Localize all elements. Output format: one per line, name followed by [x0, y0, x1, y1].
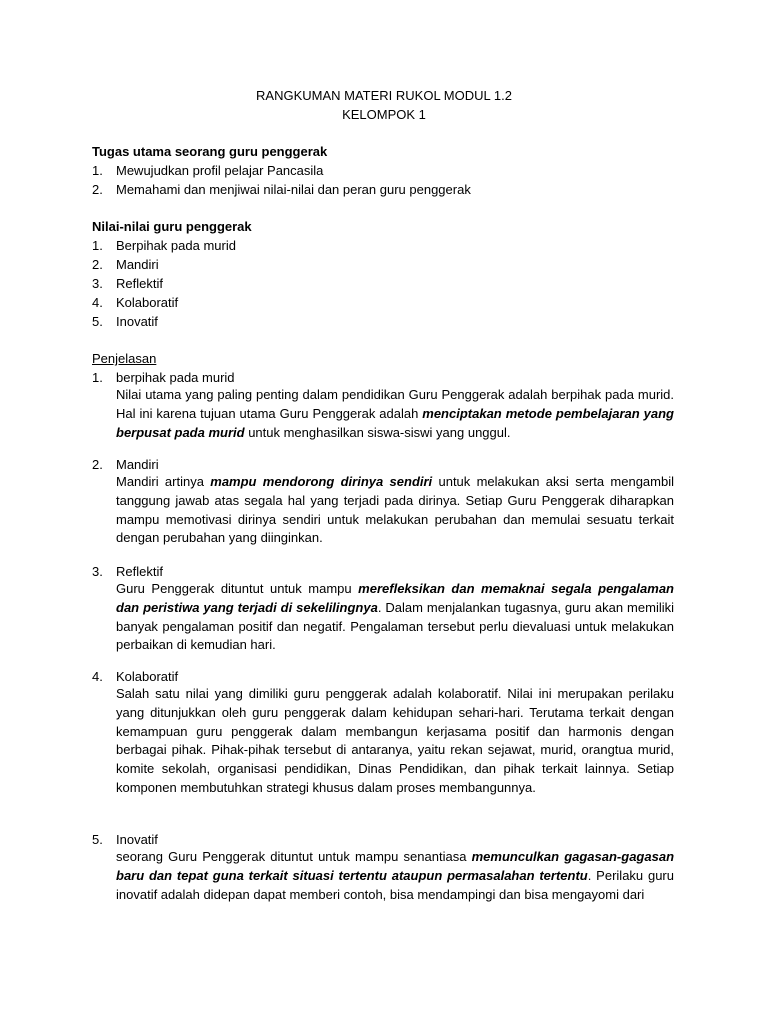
list-number: 5.	[92, 314, 103, 329]
list-item	[92, 669, 178, 684]
paragraph-text: Mandiri artinya	[116, 474, 211, 489]
list-number: 2.	[92, 457, 103, 472]
list-text: Mewujudkan profil pelajar Pancasila	[116, 163, 324, 178]
section-heading-tugas: Tugas utama seorang guru penggerak	[92, 144, 328, 159]
paragraph-text: Salah satu nilai yang dimiliki guru penggerak adalah kolaboratif. Nilai ini merupakan perilaku yang ditunjukkan oleh guru penggerak dalam kehidupan sehari-hari. Terutama terkait dengan kemampuan guru penggerak dalam membangun kerjasama positif dan harmonis dengan berbagai pihak. Pihak-pihak tersebut di antaranya, yaitu rekan sejawat, murid, orangtua murid, komite sekolah, organisasi pendidikan, Dinas Pendidikan, dan pihak terkait lainnya. Setiap komponen membutuhkan strategi khusus dalam proses membangunnya.	[116, 686, 674, 795]
list-number: 2.	[92, 182, 103, 197]
list-text: berpihak pada murid	[116, 370, 235, 385]
list-number: 3.	[92, 276, 103, 291]
list-text: Reflektif	[116, 276, 163, 291]
section-heading-nilai: Nilai-nilai guru penggerak	[92, 219, 252, 234]
paragraph-text: . Dalam menjalankan tugasnya, guru akan memiliki banyak pengalaman positif dan negatif. Pengalaman tersebut perlu dievaluasi untuk melakukan perbaikan di kemudian hari.	[116, 599, 674, 653]
paragraph-emphasis: memunculkan gagasan-gagasan baru dan tepat guna terkait situasi tertentu ataupun permasalahan tertentu	[116, 849, 675, 883]
list-item	[92, 457, 159, 472]
list-item	[92, 182, 471, 197]
paragraph-emphasis: mampu mendorong dirinya sendiri	[210, 474, 433, 489]
paragraph-text: untuk menghasilkan siswa-siswi yang unggul.	[244, 424, 511, 440]
list-number: 4.	[92, 295, 103, 310]
doc-subtitle: KELOMPOK 1	[342, 107, 426, 122]
list-text: Kolaboratif	[116, 295, 179, 310]
list-text: Mandiri	[116, 457, 159, 472]
list-text: Inovatif	[116, 832, 158, 847]
list-item	[92, 238, 236, 253]
section-heading-penjelasan: Penjelasan	[92, 351, 157, 366]
paragraph-text: Guru Penggerak dituntut untuk mampu	[116, 581, 359, 596]
doc-title: RANGKUMAN MATERI RUKOL MODUL 1.2	[256, 88, 512, 103]
paragraph-text: seorang Guru Penggerak dituntut untuk mampu senantiasa	[116, 849, 472, 864]
list-item	[92, 564, 163, 579]
list-text: Berpihak pada murid	[116, 238, 236, 253]
paragraph	[116, 386, 674, 442]
list-number: 1.	[92, 370, 103, 385]
list-text: Memahami dan menjiwai nilai-nilai dan peran guru penggerak	[116, 182, 471, 197]
paragraph-text: Nilai utama yang paling penting dalam pendidikan Guru Penggerak adalah berpihak pada murid. Hal ini karena tujuan utama Guru Penggerak adalah	[116, 387, 674, 421]
list-item	[92, 163, 323, 178]
paragraph-text: untuk melakukan aksi serta mengambil tanggung jawab atas segala hal yang terjadi pada dirinya. Setiap Guru Penggerak diharapkan mampu memotivasi dirinya sendiri untuk melakukan perubahan dan memulai sesuatu terkait dengan perubahan yang diinginkan.	[116, 474, 674, 546]
list-number: 5.	[92, 832, 103, 847]
list-number: 1.	[92, 238, 103, 253]
paragraph-emphasis: menciptakan metode pembelajaran yang berpusat pada murid	[116, 405, 674, 440]
list-number: 1.	[92, 163, 103, 178]
list-number: 4.	[92, 669, 103, 684]
paragraph	[116, 580, 674, 655]
list-item	[92, 276, 163, 291]
list-item	[92, 295, 178, 310]
paragraph	[116, 848, 674, 904]
paragraph	[116, 685, 674, 798]
list-text: Inovatif	[116, 314, 158, 329]
list-item	[92, 832, 158, 847]
list-text: Kolaboratif	[116, 669, 179, 684]
paragraph-emphasis: merefleksikan dan memaknai segala pengalaman dan peristiwa yang terjadi di sekelilingnya	[116, 581, 674, 615]
paragraph	[116, 473, 674, 548]
list-number: 2.	[92, 257, 103, 272]
list-number: 3.	[92, 564, 103, 579]
list-item	[92, 370, 235, 385]
paragraph-text: . Perilaku guru inovatif adalah didepan dapat memberi contoh, bisa mendampingi dan bisa mengayomi dari	[116, 867, 674, 902]
list-text: Mandiri	[116, 257, 159, 272]
list-item	[92, 257, 159, 272]
list-text: Reflektif	[116, 564, 163, 579]
list-item	[92, 314, 158, 329]
